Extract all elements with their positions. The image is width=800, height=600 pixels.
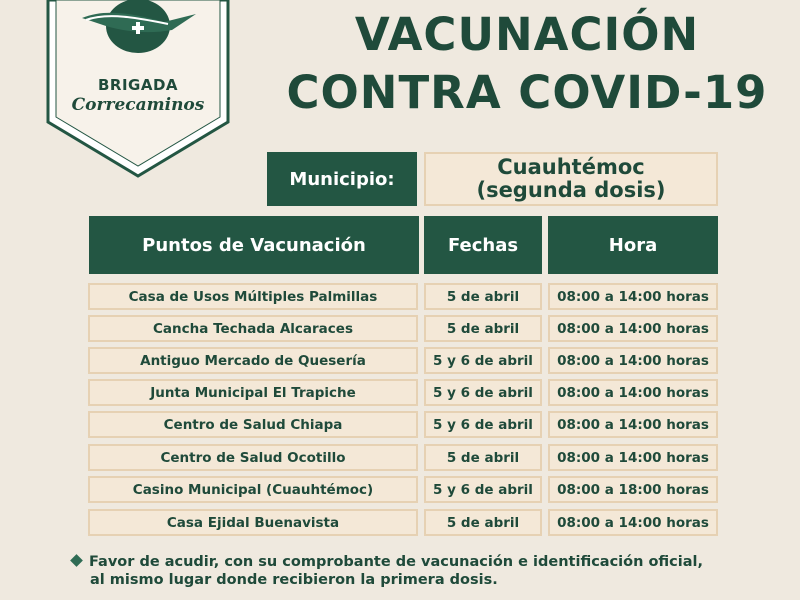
cell-punto: Casa de Usos Múltiples Palmillas (88, 283, 418, 310)
cell-punto: Casino Municipal (Cuauhtémoc) (88, 476, 418, 503)
title-line-1: VACUNACIÓN (354, 8, 700, 61)
cell-hora: 08:00 a 14:00 horas (548, 315, 718, 342)
title-line-2: CONTRA COVID-19 (286, 66, 768, 119)
cell-fecha: 5 de abril (424, 283, 542, 310)
note-line-1: Favor de acudir, con su comprobante de vacunación e identificación oficial, (89, 554, 704, 570)
cell-fecha: 5 de abril (424, 444, 542, 471)
cell-fecha: 5 y 6 de abril (424, 379, 542, 406)
cell-hora: 08:00 a 14:00 horas (548, 283, 718, 310)
note-line-2: al mismo lugar donde recibieron la primera dosis. (90, 572, 498, 588)
cell-hora: 08:00 a 14:00 horas (548, 411, 718, 438)
badge-brigada-text: BRIGADA (97, 76, 179, 94)
cell-fecha: 5 de abril (424, 509, 542, 536)
cell-punto: Antiguo Mercado de Quesería (88, 347, 418, 374)
municipio-value-line-1: Cuauhtémoc (497, 155, 645, 179)
cell-punto: Centro de Salud Ocotillo (88, 444, 418, 471)
cell-hora: 08:00 a 14:00 horas (548, 444, 718, 471)
cell-punto: Cancha Techada Alcaraces (88, 315, 418, 342)
municipio-value-line-2: (segunda dosis) (476, 178, 666, 202)
cell-hora: 08:00 a 14:00 horas (548, 379, 718, 406)
cell-hora: 08:00 a 14:00 horas (548, 347, 718, 374)
footer-note (72, 553, 792, 589)
cell-hora: 08:00 a 14:00 horas (548, 509, 718, 536)
header-puntos: Puntos de Vacunación (89, 216, 419, 274)
cell-fecha: 5 y 6 de abril (424, 476, 542, 503)
cell-punto: Casa Ejidal Buenavista (88, 509, 418, 536)
page-title (262, 6, 792, 122)
cell-punto: Junta Municipal El Trapiche (88, 379, 418, 406)
municipio-value (424, 152, 718, 206)
header-fechas: Fechas (424, 216, 542, 274)
cell-fecha: 5 y 6 de abril (424, 347, 542, 374)
badge-correcaminos-text: Correcaminos (71, 95, 205, 115)
cell-punto: Centro de Salud Chiapa (88, 411, 418, 438)
diamond-bullet-icon (70, 554, 83, 567)
municipio-label: Municipio: (267, 152, 417, 206)
cell-hora: 08:00 a 18:00 horas (548, 476, 718, 503)
cell-fecha: 5 y 6 de abril (424, 411, 542, 438)
brigada-badge (46, 0, 230, 178)
header-hora: Hora (548, 216, 718, 274)
cell-fecha: 5 de abril (424, 315, 542, 342)
